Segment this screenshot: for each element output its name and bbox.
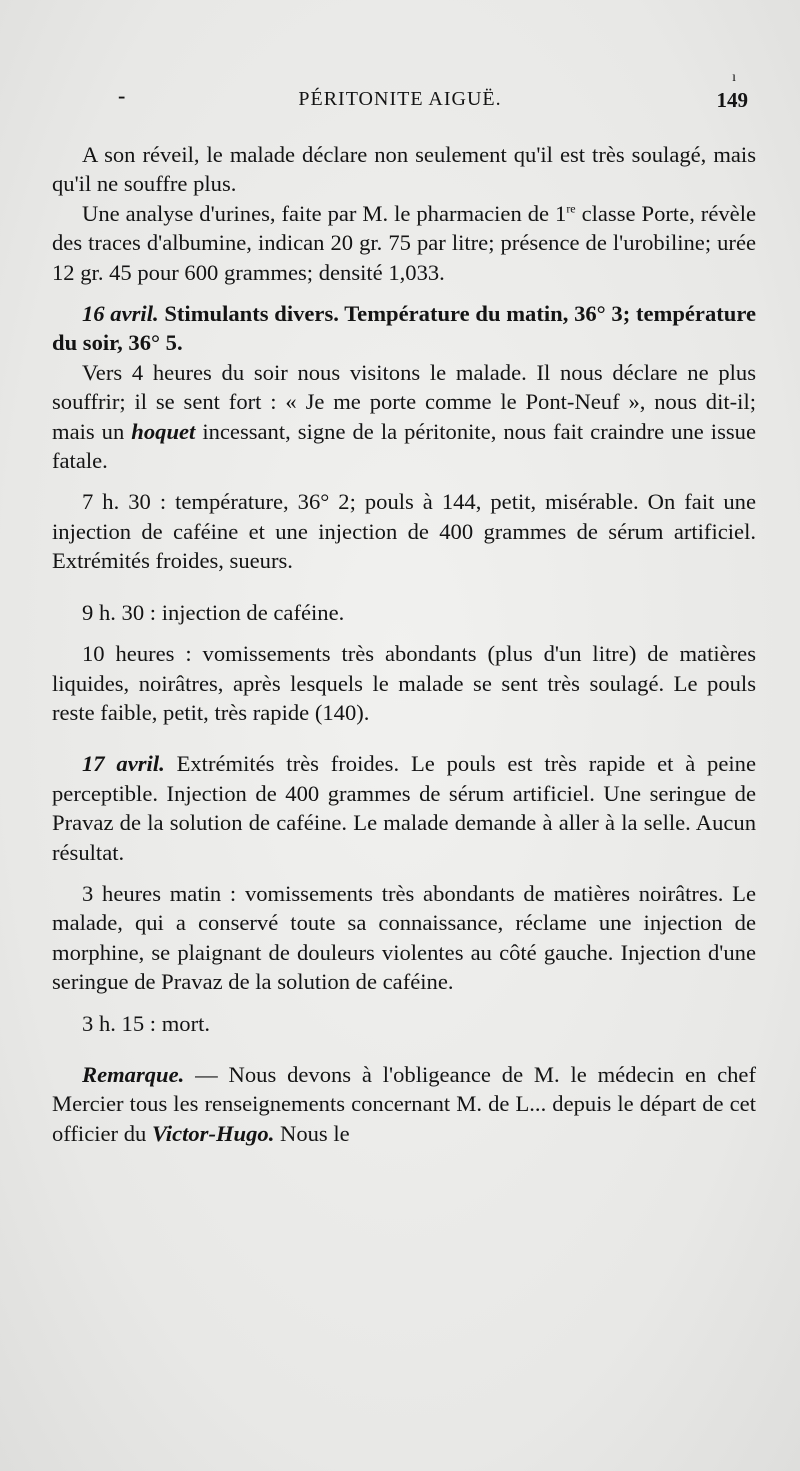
paragraph-7 bbox=[52, 639, 756, 727]
paragraph-4-text-b: incessant, signe de la péritonite, nous fait craindre une issue fatale. bbox=[52, 418, 756, 474]
running-title: PÉRITONITE AIGUË. bbox=[298, 88, 502, 110]
paragraph-5-text: 7 h. 30 : température, 36° 2; pouls à 144, petit, misérable. On fait une injection de caféine et une injection de 400 grammes de sérum artificiel. Extrémités froides, sueurs. bbox=[52, 489, 756, 574]
paragraph-6-text: 9 h. 30 : injection de caféine. bbox=[82, 599, 345, 625]
paragraph-8-text: Extrémités très froides. Le pouls est très rapide et à peine perceptible. Injection de 400 grammes de sérum artificiel. Une seringue de Pravaz de la solution de caféine. Le malade demande à aller à la selle. Aucun résultat. bbox=[52, 751, 756, 865]
ship-name: Victor-Hugo. bbox=[151, 1120, 275, 1146]
paragraph-11 bbox=[52, 1060, 756, 1148]
paragraph-1-text: A son réveil, le malade déclare non seulement qu'il est très soulagé, mais qu'il ne souffre plus. bbox=[52, 142, 756, 197]
page-header bbox=[0, 70, 800, 118]
paragraph-2-text-b: classe Porte, révèle des traces d'albumine, indican 20 gr. 75 par litre; présence de l'urobiline; urée 12 gr. 45 pour 600 grammes; densité 1,033. bbox=[52, 200, 756, 285]
paragraph-4-text-a: Vers 4 heures du soir nous visitons le malade. Il nous déclare ne plus souffrir; il se sent fort : « Je me porte comme le Pont-Neuf », nous dit-il; mais un bbox=[52, 359, 756, 444]
paragraph-11-text-b: Nous le bbox=[274, 1120, 350, 1146]
page-number: 149 bbox=[716, 88, 748, 112]
page-body bbox=[52, 140, 756, 1148]
paragraph-1 bbox=[52, 140, 756, 199]
paragraph-9 bbox=[52, 879, 756, 997]
paragraph-3 bbox=[52, 299, 756, 358]
paragraph-11-text-a: — Nous devons à l'obligeance de M. le médecin en chef Mercier tous les renseignements concernant M. de L... depuis le départ de cet officier du bbox=[52, 1061, 756, 1146]
paragraph-4 bbox=[52, 358, 756, 476]
date-16-avril: 16 avril. bbox=[82, 301, 159, 327]
paragraph-2-superscript: re bbox=[566, 201, 576, 216]
paragraph-3-text: Stimulants divers. Température du matin, 36° 3; température du soir, 36° 5. bbox=[52, 301, 756, 356]
paragraph-4-emphasis: hoquet bbox=[131, 418, 196, 444]
paragraph-8 bbox=[52, 749, 756, 867]
paragraph-2-text-a: Une analyse d'urines, faite par M. le pharmacien de 1 bbox=[82, 200, 567, 226]
paragraph-10 bbox=[52, 1009, 756, 1038]
paragraph-2 bbox=[52, 199, 756, 287]
remarque-label: Remarque. bbox=[82, 1061, 185, 1087]
paragraph-7-text: 10 heures : vomissements très abondants (plus d'un litre) de matières liquides, noirâtres, après lesquels le malade se sent très soulagé. Le pouls reste faible, petit, très rapide (140). bbox=[52, 641, 756, 725]
header-dash: - bbox=[118, 83, 126, 108]
date-17-avril: 17 avril. bbox=[82, 751, 165, 777]
paragraph-6 bbox=[52, 598, 756, 627]
paragraph-10-text: 3 h. 15 : mort. bbox=[82, 1010, 211, 1036]
paragraph-5 bbox=[52, 487, 756, 575]
header-tick-mark: ı bbox=[732, 70, 736, 85]
paragraph-9-text: 3 heures matin : vomissements très abondants de matières noirâtres. Le malade, qui a conservé toute sa connaissance, réclame une injection de morphine, se plaignant de douleurs violentes au côté gauche. Injection d'une seringue de Pravaz de la solution de caféine. bbox=[52, 880, 756, 995]
